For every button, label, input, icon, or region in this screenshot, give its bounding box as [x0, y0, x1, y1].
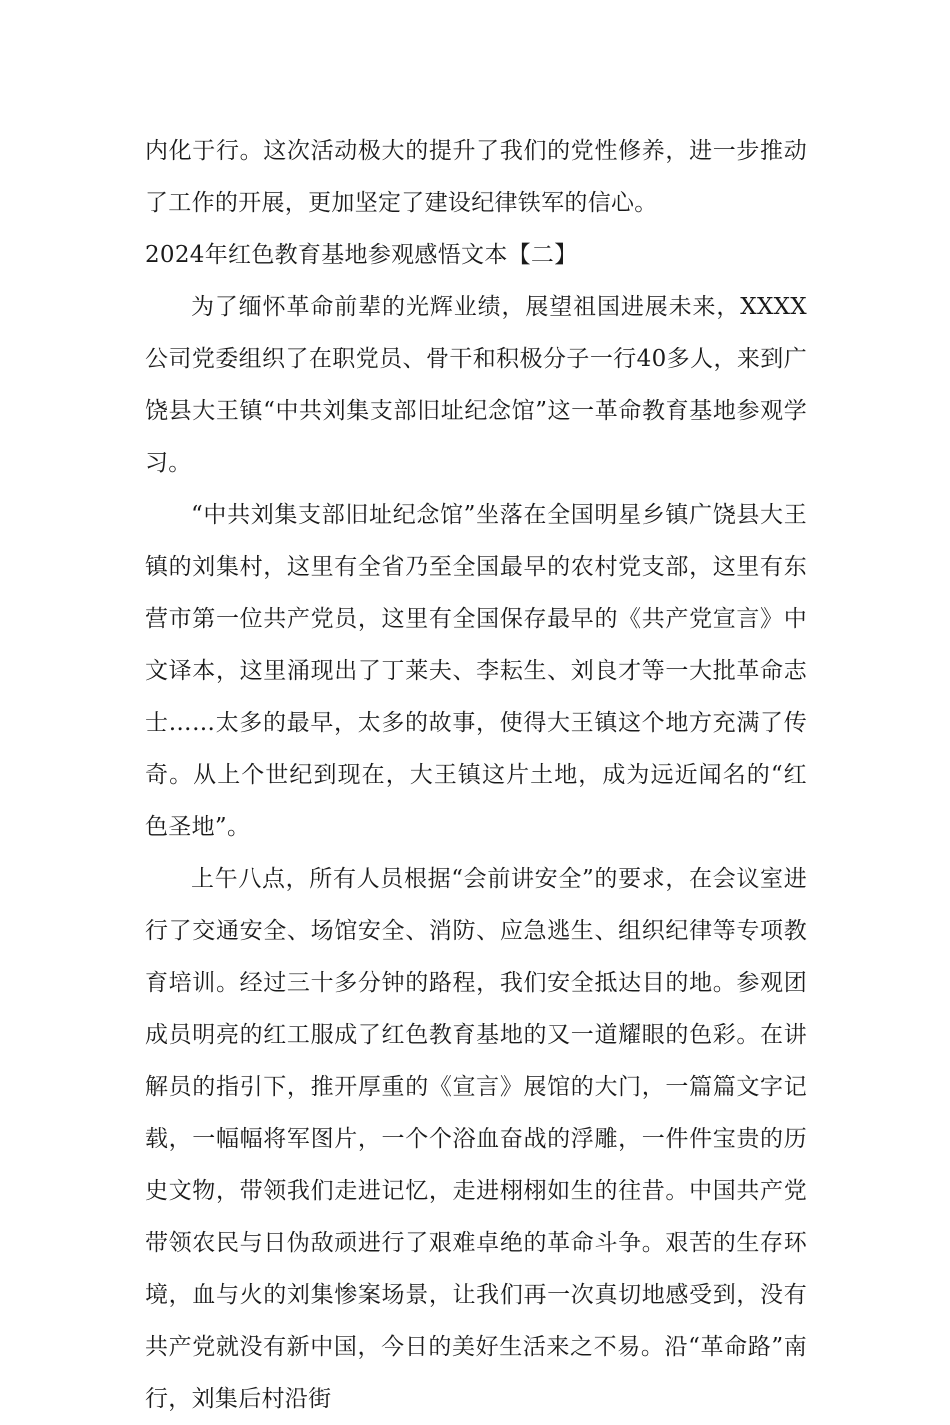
paragraph-memorial: “中共刘集支部旧址纪念馆”坐落在全国明星乡镇广饶县大王镇的刘集村，这里有全省乃至全国最早的农村党支部，这里有东营市第一位共产党员，这里有全国保存最早的《共产党宣言》中文译本，这里涌现出了丁莱夫、李耘生、刘良才等一大批革命志士……太多的最早，太多的故事，使得大王镇这个地方充满了传奇。从上个世纪到现在，大王镇这片土地，成为远近闻名的“红色圣地”。: [145, 502, 807, 840]
paragraph-intro: 为了缅怀革命前辈的光辉业绩，展望祖国进展未来，XXXX公司党委组织了在职党员、骨干和积极分子一行40多人，来到广饶县大王镇“中共刘集支部旧址纪念馆”这一革命教育基地参观学习。: [145, 294, 807, 476]
paragraph-visit: 上午八点，所有人员根据“会前讲安全”的要求，在会议室进行了交通安全、场馆安全、消防、应急逃生、组织纪律等专项教育培训。经过三十多分钟的路程，我们安全抵达目的地。参观团成员明亮的红工服成了红色教育基地的又一道耀眼的色彩。在讲解员的指引下，推开厚重的《宣言》展馆的大门，一篇篇文字记载，一幅幅将军图片，一个个浴血奋战的浮雕，一件件宝贵的历史文物，带领我们走进记忆，走进栩栩如生的往昔。中国共产党带领农民与日伪敌顽进行了艰难卓绝的革命斗争。艰苦的生存环境，血与火的刘集惨案场景，让我们再一次真切地感受到，没有共产党就没有新中国，今日的美好生活来之不易。沿“革命路”南行，刘集后村沿街: [145, 866, 807, 1412]
paragraph-continuation: 内化于行。这次活动极大的提升了我们的党性修养，进一步推动了工作的开展，更加坚定了建设纪律铁军的信心。: [145, 138, 807, 216]
section-heading: 2024年红色教育基地参观感悟文本【二】: [145, 242, 578, 268]
document-body: [145, 125, 807, 1425]
